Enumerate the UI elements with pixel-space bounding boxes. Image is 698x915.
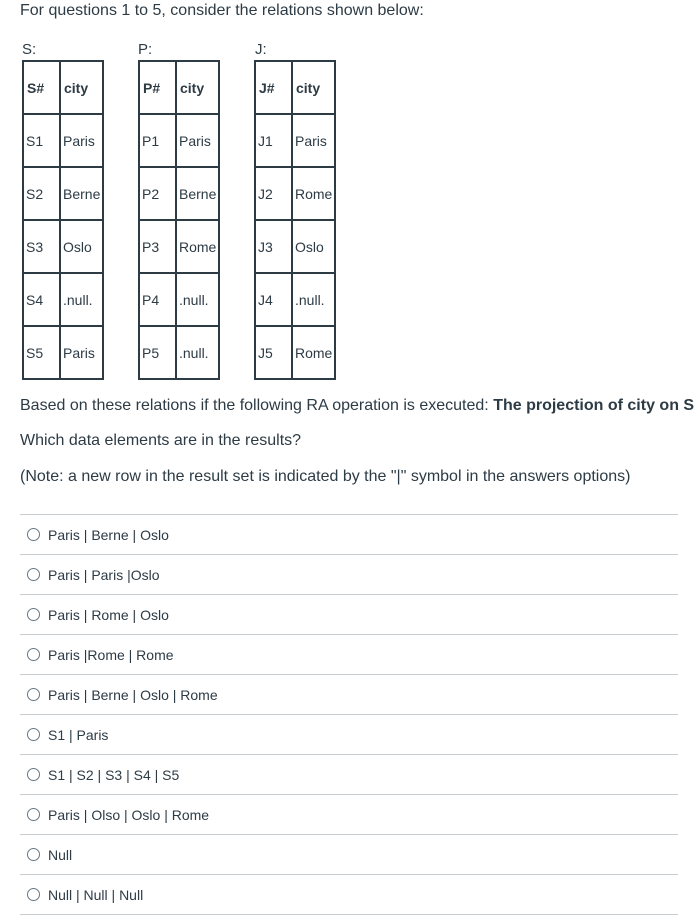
cell: P4 [139, 273, 176, 326]
cell: S3 [23, 220, 60, 273]
table-row [23, 326, 103, 379]
radio-button[interactable] [27, 568, 40, 581]
column-header: J# [255, 61, 292, 114]
cell: P2 [139, 167, 176, 220]
table-row [255, 114, 335, 167]
table-header-row [139, 61, 219, 114]
cell: J5 [255, 326, 292, 379]
table-header-row [23, 61, 103, 114]
relation-j-name: J: [255, 41, 267, 58]
cell: Berne [176, 167, 219, 220]
radio-button[interactable] [27, 648, 40, 661]
column-header: city [176, 61, 219, 114]
cell: J2 [255, 167, 292, 220]
answer-label: Paris | Paris |Oslo [48, 566, 160, 583]
relation-p-table [138, 60, 220, 380]
column-header: city [60, 61, 103, 114]
answer-label: Paris | Rome | Oslo [48, 606, 169, 623]
radio-button[interactable] [27, 808, 40, 821]
answer-option[interactable] [20, 794, 678, 834]
cell: Paris [60, 114, 103, 167]
table-row [139, 326, 219, 379]
cell: .null. [60, 273, 103, 326]
answer-option[interactable] [20, 554, 678, 594]
question-operation: The projection of city on S [493, 397, 695, 414]
table-row [23, 167, 103, 220]
answer-label: Paris | Berne | Oslo | Rome [48, 686, 218, 703]
answer-label: Null | Null | Null [48, 886, 144, 903]
cell: Paris [292, 114, 335, 167]
answer-label: Paris | Berne | Oslo [48, 526, 169, 543]
cell: S1 [23, 114, 60, 167]
question-note: (Note: a new row in the result set is indicated by the "|" symbol in the answers options) [20, 468, 631, 485]
cell: .null. [292, 273, 335, 326]
answer-option[interactable] [20, 594, 678, 634]
relation-j-table [254, 60, 336, 380]
cell: P1 [139, 114, 176, 167]
intro-text: For questions 1 to 5, consider the relations shown below: [20, 2, 424, 19]
answer-label: Paris |Rome | Rome [48, 646, 174, 663]
radio-button[interactable] [27, 528, 40, 541]
radio-button[interactable] [27, 848, 40, 861]
answer-option[interactable] [20, 514, 678, 554]
table-row [255, 326, 335, 379]
cell: Paris [60, 326, 103, 379]
radio-button[interactable] [27, 768, 40, 781]
answer-option[interactable] [20, 674, 678, 714]
table-row [255, 167, 335, 220]
table-row [23, 114, 103, 167]
radio-button[interactable] [27, 688, 40, 701]
cell: S5 [23, 326, 60, 379]
relation-s-name: S: [22, 41, 37, 58]
cell: Rome [176, 220, 219, 273]
cell: J1 [255, 114, 292, 167]
cell: .null. [176, 273, 219, 326]
table-row [139, 167, 219, 220]
question-text [20, 395, 694, 417]
column-header: city [292, 61, 335, 114]
cell: Rome [292, 326, 335, 379]
cell: S4 [23, 273, 60, 326]
cell: Oslo [292, 220, 335, 273]
table-row [23, 273, 103, 326]
cell: J3 [255, 220, 292, 273]
answer-option[interactable] [20, 714, 678, 754]
cell: Berne [60, 167, 103, 220]
cell: .null. [176, 326, 219, 379]
radio-button[interactable] [27, 728, 40, 741]
cell: J4 [255, 273, 292, 326]
cell: S2 [23, 167, 60, 220]
answer-label: Paris | Olso | Oslo | Rome [48, 806, 210, 823]
column-header: S# [23, 61, 60, 114]
table-row [23, 220, 103, 273]
relation-p-name: P: [138, 41, 153, 58]
answer-options [20, 514, 678, 915]
answer-option[interactable] [20, 834, 678, 874]
cell: Rome [292, 167, 335, 220]
table-row [139, 114, 219, 167]
radio-button[interactable] [27, 608, 40, 621]
relation-s-table [22, 60, 104, 380]
radio-button[interactable] [27, 888, 40, 901]
question-prefix: Based on these relations if the following RA operation is executed: [20, 397, 494, 414]
table-row [255, 273, 335, 326]
table-row [255, 220, 335, 273]
table-row [139, 220, 219, 273]
table-row [139, 273, 219, 326]
cell: Paris [176, 114, 219, 167]
answer-label: S1 | S2 | S3 | S4 | S5 [48, 766, 180, 783]
answer-option[interactable] [20, 754, 678, 794]
table-header-row [255, 61, 335, 114]
question-line2: Which data elements are in the results? [20, 432, 302, 449]
cell: P3 [139, 220, 176, 273]
answer-label: Null [48, 846, 73, 863]
column-header: P# [139, 61, 176, 114]
answer-option[interactable] [20, 634, 678, 674]
cell: Oslo [60, 220, 103, 273]
answer-label: S1 | Paris [48, 726, 109, 743]
cell: P5 [139, 326, 176, 379]
